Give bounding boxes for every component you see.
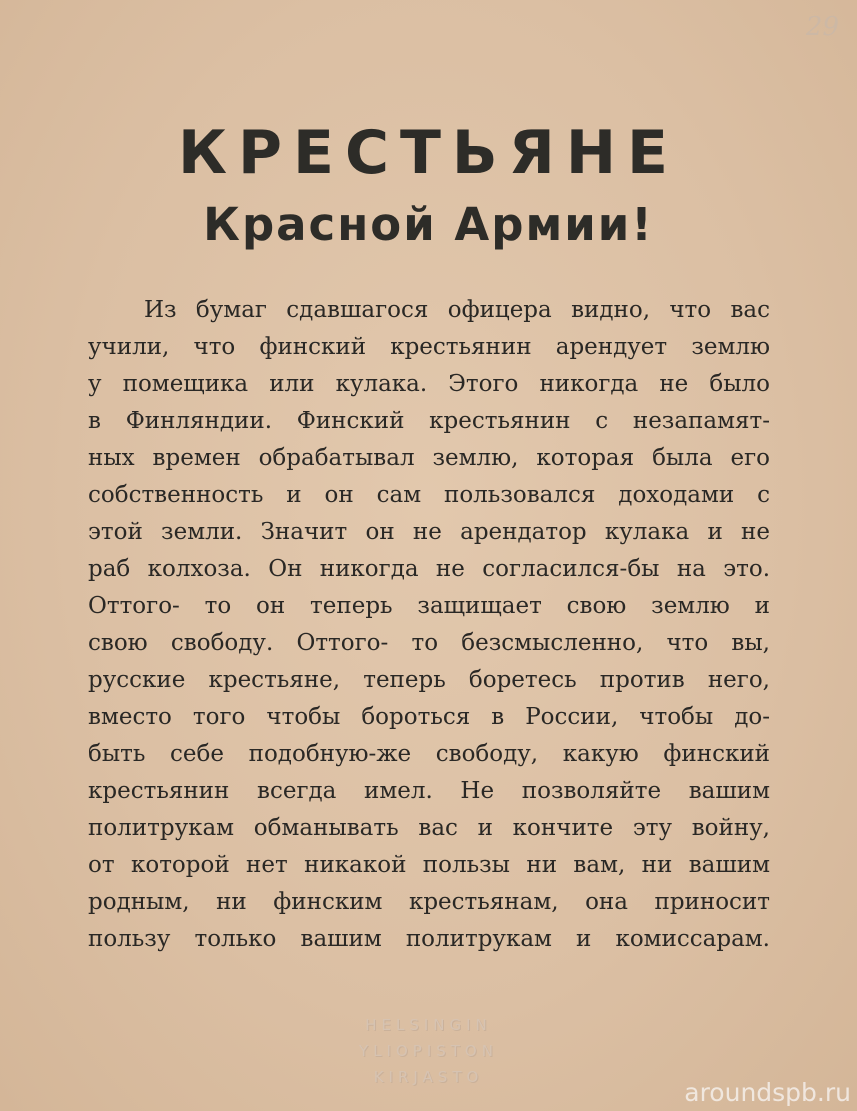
page-title: КРЕСТЬЯНЕ <box>177 118 680 188</box>
text-line: Из бумаг сдавшагося офицера видно, что вас <box>144 297 770 323</box>
text-line: раб колхоза. Он никогда не согласился-бы на это. <box>88 556 770 582</box>
text-line: учили, что финский крестьянин арендует землю <box>88 334 770 360</box>
text-line: русские крестьяне, теперь боретесь против него, <box>88 667 770 693</box>
page-number: 29 <box>805 12 839 42</box>
text-line: родным, ни финским крестьянам, она приносит <box>88 889 770 915</box>
stamp-line: HELSINGIN <box>365 1016 492 1034</box>
text-line: свою свободу. Оттого- то безсмысленно, что вы, <box>88 630 770 656</box>
text-line: этой земли. Значит он не арендатор кулака и не <box>88 519 770 545</box>
text-line: крестьянин всегда имел. Не позволяйте вашим <box>88 778 770 804</box>
stamp-line: YLIOPISTON <box>359 1042 498 1060</box>
text-line: пользу только вашим политрукам и комиссарам. <box>88 926 770 952</box>
text-line: быть себе подобную-же свободу, какую финский <box>88 741 770 767</box>
text-line: ных времен обрабатывал землю, которая была его <box>88 445 770 471</box>
text-line: собственность и он сам пользовался доходами с <box>88 482 770 508</box>
body-text <box>88 292 770 958</box>
watermark: aroundspb.ru <box>684 1078 851 1107</box>
text-line: вместо того чтобы бороться в России, чтобы до- <box>88 704 770 730</box>
stamp-line: KIRJASTO <box>373 1068 484 1086</box>
text-line: политрукам обманывать вас и кончите эту войну, <box>88 815 770 841</box>
page-subtitle: Красной Армии! <box>203 198 654 251</box>
text-line: у помещика или кулака. Этого никогда не было <box>88 371 770 397</box>
text-line: от которой нет никакой пользы ни вам, ни вашим <box>88 852 770 878</box>
text-line: Оттого- то он теперь защищает свою землю и <box>88 593 770 619</box>
text-line: в Финляндии. Финский крестьянин с незапамят- <box>88 408 770 434</box>
